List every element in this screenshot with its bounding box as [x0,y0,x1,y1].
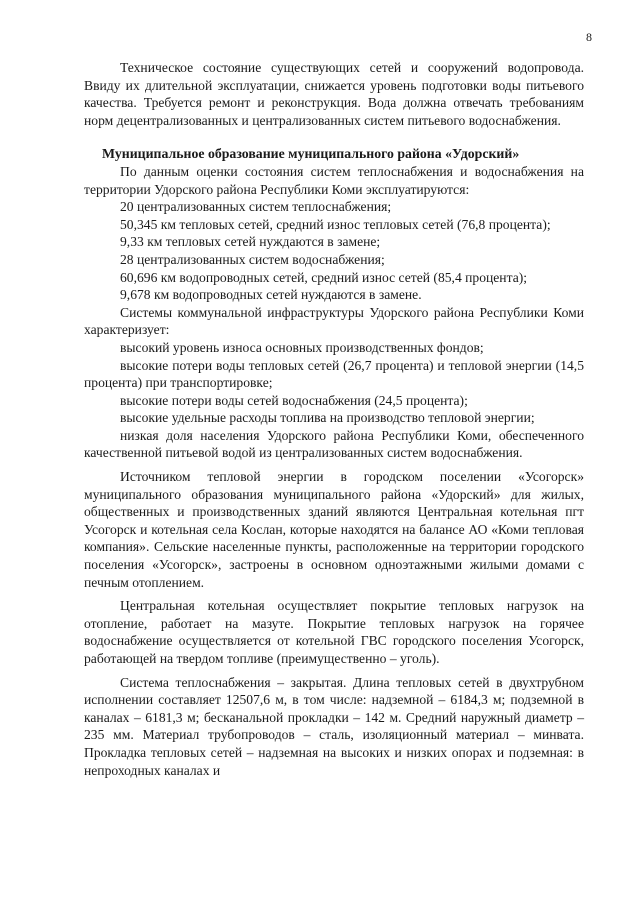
list-item: высокие удельные расходы топлива на производство тепловой энергии; [120,410,535,426]
document-body [84,59,584,779]
list-item: 9,678 км водопроводных сетей нуждаются в замене. [120,287,422,303]
paragraph-heat-system: Система теплоснабжения – закрытая. Длина тепловых сетей в двухтрубном исполнении составляет 12507,6 м, в том числе: надземной – 6184,3 м; подземной в каналах – 6181,3 м; бесканальной прокладки – 142 м. Средний наружный диаметр – 235 мм. Материал трубопроводов – сталь, изоляционный материал – минвата. Прокладка тепловых сетей – надземная на высоких и низких опорах и подземная: в непроходных каналах и [84,674,584,778]
paragraph-network-condition: Техническое состояние существующих сетей и сооружений водопровода. Ввиду их длительной эксплуатации, снижается уровень подготовки воды питьевого качества. Требуется ремонт и реконструкция. Вода должна отвечать требованиям норм децентрализованных и централизованных систем питьевого водоснабжения. [84,60,584,128]
list-item: высокие потери воды тепловых сетей (26,7 процента) и тепловой энергии (14,5 процента) при транспортировке; [84,357,584,391]
list-item: высокие потери воды сетей водоснабжения (24,5 процента); [120,392,468,408]
paragraph-intro-characteristics: Системы коммунальной инфраструктуры Удорского района Республики Коми характеризует: [84,304,584,338]
page-number: 8 [586,30,592,44]
paragraph-intro-systems: По данным оценки состояния систем теплоснабжения и водоснабжения на территории Удорского района Республики Коми эксплуатируются: [84,163,584,197]
list-item: 9,33 км тепловых сетей нуждаются в замене; [120,234,381,250]
list-item: 20 централизованных систем теплоснабжения; [120,199,392,215]
list-item: 60,696 км водопроводных сетей, средний износ сетей (85,4 процента); [120,269,528,285]
paragraph-central-boiler: Центральная котельная осуществляет покрытие тепловых нагрузок на отопление, работает на мазуте. Покрытие тепловых нагрузок на горячее водоснабжение осуществляется от котельной ГВС городского поселения Усогорск, работающей на твердом топливе (преимущественно – уголь). [84,598,584,666]
section-heading: Муниципальное образование муниципального района «Удорский» [102,146,520,162]
paragraph-heat-source: Источником тепловой энергии в городском поселении «Усогорск» муниципального образования муниципального района «Удорский» для жилых, общественных и производственных зданий являются Центральная котельная пгт Усогорск и котельная села Кослан, которые находятся на балансе АО «Коми тепловая компания». Сельские населенные пункты, расположенные на территории городского поселения «Усогорск», застроены в основном одноэтажными жилыми домами с печным отоплением. [84,469,584,590]
list-item: низкая доля населения Удорского района Республики Коми, обеспеченного качественной питьевой водой из централизованных систем водоснабжения. [84,427,584,461]
list-item: высокий уровень износа основных производственных фондов; [120,339,484,355]
list-item: 28 централизованных систем водоснабжения; [120,251,385,267]
list-item: 50,345 км тепловых сетей, средний износ тепловых сетей (76,8 процента); [120,216,551,232]
